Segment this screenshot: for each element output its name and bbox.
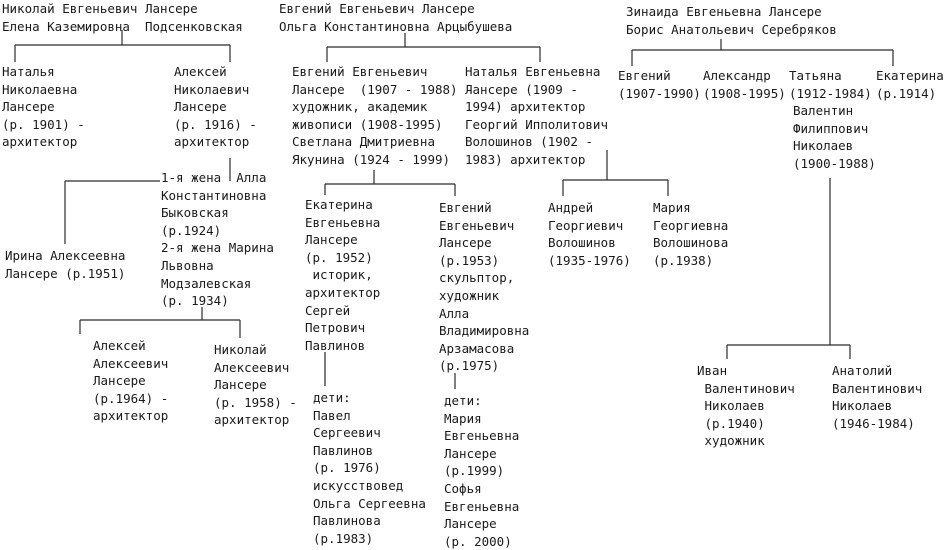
text-line: Георгиевич xyxy=(548,217,624,233)
text-line: Лансере xyxy=(444,516,497,532)
text-line: Алексеевич xyxy=(93,355,169,371)
node-nikolay-couple xyxy=(2,0,243,35)
text-line: Лансере xyxy=(439,235,492,251)
text-line: художник xyxy=(439,287,500,303)
text-line: 1983) архитектор xyxy=(465,151,586,167)
text-line: Иван xyxy=(697,363,728,378)
node-zinaida-couple xyxy=(626,3,837,38)
text-line: Ольга Константиновна Арцыбушева xyxy=(279,18,513,34)
text-line: Евгений Евгеньевич Лансере xyxy=(279,1,475,16)
node-natalya-evgenyevna xyxy=(465,63,608,169)
text-line: Лансере xyxy=(214,377,267,393)
node-andrey-voloshinov xyxy=(548,199,631,269)
node-evgeny-borisovich xyxy=(618,67,701,102)
text-line: (р. 1916) - xyxy=(174,116,257,132)
text-line: (р.1964) - xyxy=(93,390,169,406)
text-line: (1912-1984) xyxy=(789,85,872,101)
text-line: Николаев xyxy=(793,138,854,154)
text-line: Валентинович xyxy=(832,380,923,396)
text-line: Светлана Дмитриевна xyxy=(292,134,435,150)
node-ekaterina-borisovna xyxy=(876,67,944,102)
text-line: Екатерина xyxy=(305,197,373,212)
text-line: Якунина (1924 - 1999) xyxy=(292,151,451,167)
text-line: дети: xyxy=(313,390,351,405)
text-line: Владимировна xyxy=(439,323,530,339)
text-line: Валентин xyxy=(793,103,854,118)
text-line: художник xyxy=(697,433,765,449)
node-aleksey-wives xyxy=(161,169,274,310)
node-valentin xyxy=(793,102,876,172)
node-evgeny-evgenyevich-1953 xyxy=(439,199,529,375)
node-maria-voloshinova xyxy=(653,199,728,269)
node-ivan xyxy=(697,362,795,450)
text-line: Борис Анатольевич Серебряков xyxy=(626,21,837,37)
text-line: Евгеньевна xyxy=(305,214,381,230)
text-line: (р.1940) xyxy=(697,415,765,431)
text-line: Петрович xyxy=(305,320,366,336)
text-line: Алла xyxy=(439,305,470,321)
text-line: (р. 1952) xyxy=(305,249,373,265)
node-children-lanceray xyxy=(444,392,519,550)
text-line: архитектор xyxy=(305,284,381,300)
text-line: (р.1999) xyxy=(444,463,505,479)
node-ekaterina-evgenyevna xyxy=(305,196,380,354)
text-line: (1946-1984) xyxy=(832,415,915,431)
text-line: архитектор xyxy=(214,412,290,428)
text-line: (р.1924) xyxy=(161,222,222,238)
text-line: живописи (1908-1995) xyxy=(292,116,443,132)
text-line: (р.1938) xyxy=(653,252,714,268)
text-line: Мария xyxy=(653,200,691,215)
node-evgeny-couple xyxy=(279,0,512,35)
text-line: Евгений Евгеньевич xyxy=(292,64,428,79)
text-line: Николаевна xyxy=(2,81,78,97)
text-line: Волошинов xyxy=(548,235,616,251)
text-line: Лансере xyxy=(305,232,358,248)
text-line: Алексей xyxy=(93,338,146,353)
node-tatyana xyxy=(789,67,872,102)
node-aleksandr-borisovich xyxy=(703,67,786,102)
text-line: Софья xyxy=(444,480,482,496)
node-natalya-nikolaevna xyxy=(2,63,85,151)
text-line: Лансере xyxy=(444,445,497,461)
text-line: (1908-1995) xyxy=(703,85,786,101)
text-line: Николаев xyxy=(697,398,765,414)
text-line: историк, xyxy=(305,267,373,283)
text-line: Павлинов xyxy=(313,442,374,458)
text-line: Андрей xyxy=(548,200,594,215)
text-line: Быковская xyxy=(161,205,229,221)
text-line: Алексеевич xyxy=(214,359,290,375)
node-aleksey-nikolaevich xyxy=(174,63,257,151)
text-line: (р. 1934) xyxy=(161,293,229,309)
text-line: Сергеевич xyxy=(313,425,381,441)
text-line: Волошинов (1902 - xyxy=(465,134,593,150)
text-line: (р.1953) xyxy=(439,252,500,268)
text-line: Лансере xyxy=(2,99,55,115)
text-line: (1900-1988) xyxy=(793,155,876,171)
text-line: скульптор, xyxy=(439,270,515,286)
text-line: Зинаида Евгеньевна Лансере xyxy=(626,4,822,19)
text-line: Филиппович xyxy=(793,120,869,136)
text-line: Анатолий xyxy=(832,363,893,378)
text-line: Арзамасова xyxy=(439,340,515,356)
text-line: Волошинова xyxy=(653,235,729,251)
node-anatoly xyxy=(832,362,922,432)
text-line: (р. 1958) - xyxy=(214,394,297,410)
text-line: Николаев xyxy=(832,398,893,414)
node-aleksey-alekseevich xyxy=(93,337,168,425)
text-line: Ольга Сергеевна xyxy=(313,495,426,511)
text-line: архитектор xyxy=(174,134,250,150)
text-line: Елена Каземировна Подсенковская xyxy=(2,18,243,34)
text-line: Павел xyxy=(313,407,351,423)
text-line: Евгений xyxy=(439,200,492,215)
text-line: (р.1914) xyxy=(876,85,937,101)
text-line: Модзалевская xyxy=(161,275,252,291)
text-line: Львовна xyxy=(161,257,214,273)
text-line: дети: xyxy=(444,393,482,408)
text-line: (р. 1976) xyxy=(313,460,381,476)
node-evgeny-evgenyevich-1907 xyxy=(292,63,473,169)
node-children-pavlinov xyxy=(313,389,426,547)
node-nikolay-alekseevich xyxy=(214,341,297,429)
text-line: Лансере xyxy=(93,373,146,389)
text-line: (р.1983) xyxy=(313,530,374,546)
text-line: (р. 1901) - xyxy=(2,116,85,132)
text-line: Георгиевна xyxy=(653,217,729,233)
text-line: архитектор xyxy=(2,134,78,150)
text-line: Валентинович xyxy=(697,380,795,396)
text-line: Николай xyxy=(214,342,267,357)
text-line: Николай Евгеньевич Лансере xyxy=(2,1,198,16)
text-line: Евгеньевна xyxy=(444,428,520,444)
text-line: (р. 2000) xyxy=(444,533,512,549)
text-line: Лансере (1909 - xyxy=(465,81,578,97)
text-line: Ирина Алексеевна xyxy=(5,248,126,263)
text-line: Георгий Ипполитович xyxy=(465,116,608,132)
text-line: архитектор xyxy=(93,408,169,424)
text-line: искусствовед xyxy=(313,477,404,493)
text-line: 1-я жена Алла xyxy=(161,170,267,185)
text-line: Евгений xyxy=(618,68,671,83)
text-line: Лансере xyxy=(174,99,227,115)
text-line: Евгеньевна xyxy=(444,498,520,514)
text-line: Екатерина xyxy=(876,68,944,83)
text-line: (р.1975) xyxy=(439,358,500,374)
text-line: Константиновна xyxy=(161,187,267,203)
text-line: Александр xyxy=(703,68,771,83)
text-line: (1907-1990) xyxy=(618,85,701,101)
text-line: Мария xyxy=(444,410,482,426)
node-irina xyxy=(5,247,125,282)
text-line: Лансере (р.1951) xyxy=(5,265,126,281)
text-line: Павлинов xyxy=(305,337,366,353)
text-line: Алексей xyxy=(174,64,227,79)
text-line: 1994) архитектор xyxy=(465,99,586,115)
text-line: 2-я жена Марина xyxy=(161,240,274,256)
text-line: Евгеньевич xyxy=(439,217,515,233)
text-line: Николаевич xyxy=(174,81,250,97)
text-line: художник, академик xyxy=(292,99,428,115)
text-line: Сергей xyxy=(305,302,351,318)
text-line: Татьяна xyxy=(789,68,842,83)
text-line: Лансере (1907 - 1988) - xyxy=(292,81,473,97)
text-line: Павлинова xyxy=(313,513,381,529)
text-line: Наталья xyxy=(2,64,55,79)
text-line: Наталья Евгеньевна xyxy=(465,64,601,79)
text-line: (1935-1976) xyxy=(548,252,631,268)
